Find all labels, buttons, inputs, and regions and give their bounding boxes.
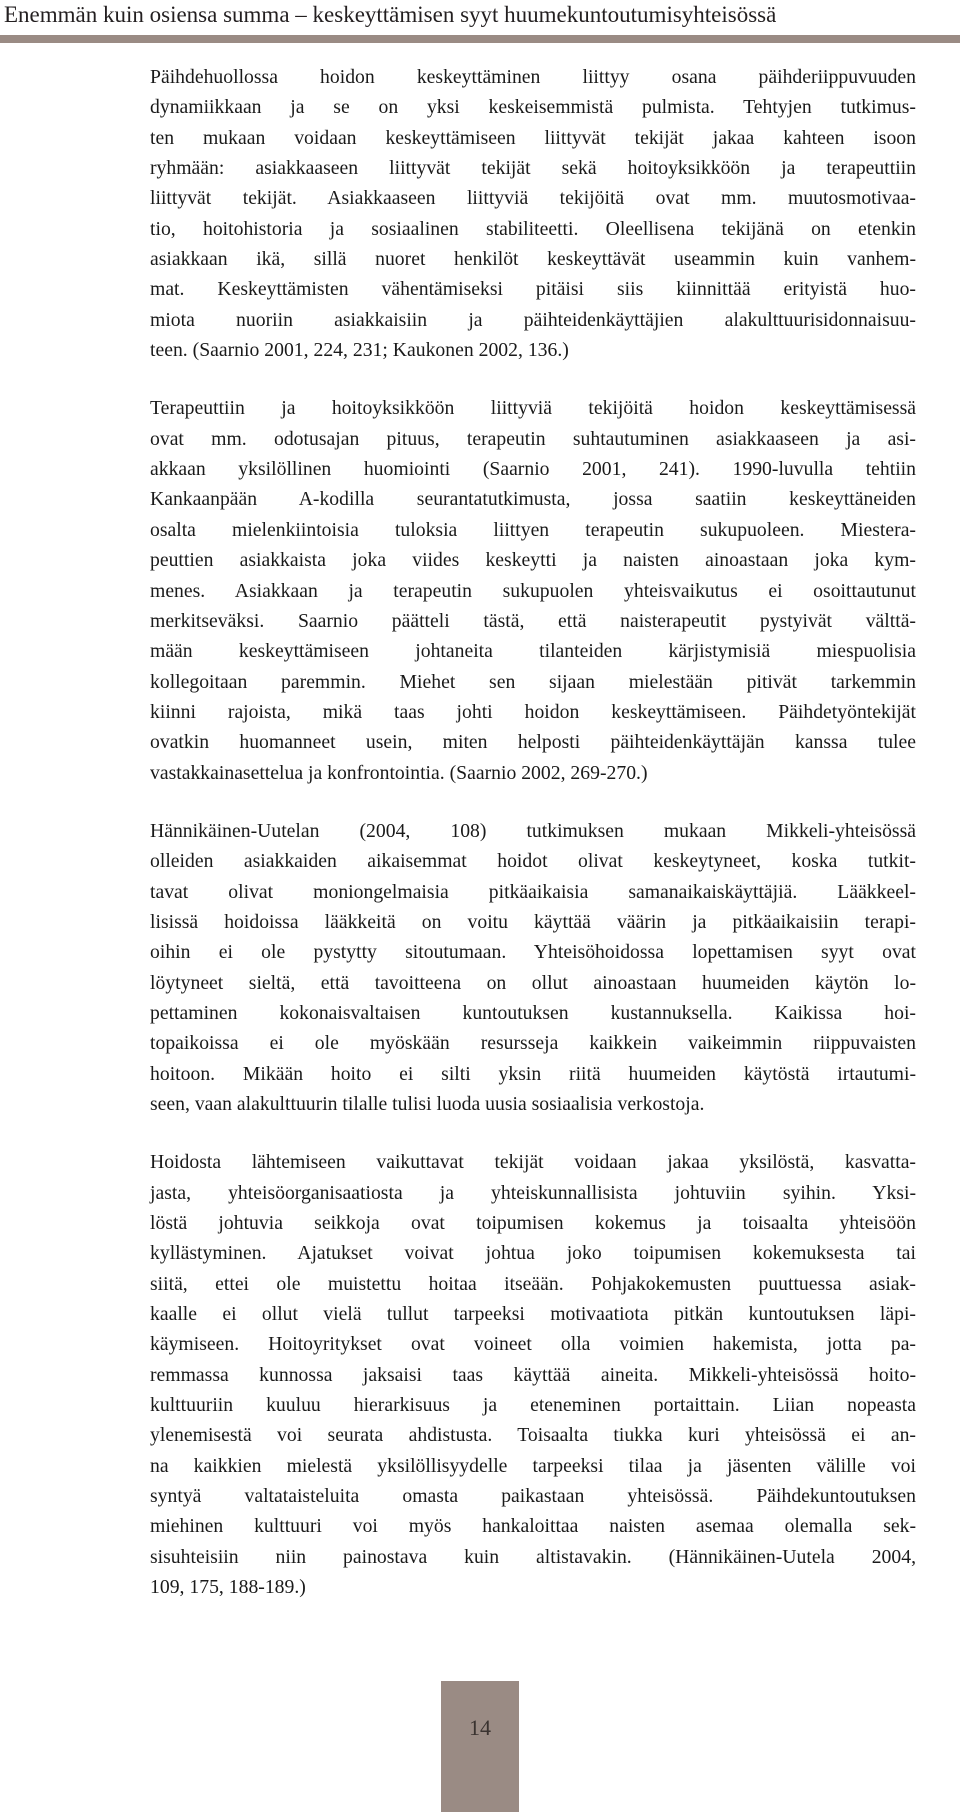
text-line: käymiseen. Hoitoyritykset ovat voineet olla voimien hakemista, jotta pa- (150, 1333, 916, 1356)
header-title: Enemmän kuin osiensa summa – keskeyttämisen syyt huumekuntoutumisyhteisössä (4, 2, 777, 27)
text-line: tavat olivat moniongelmaisia pitkäaikaisia samanaikaiskäyttäjiä. Lääkkeel- (150, 880, 916, 903)
text-line: remmassa kunnossa jaksaisi taas käyttää aineita. Mikkeli-yhteisössä hoito- (150, 1363, 916, 1386)
text-line: ten mukaan voidaan keskeyttämiseen liittyvät tekijät jakaa kahteen isoon (150, 126, 916, 149)
paragraph (150, 393, 916, 787)
text-line: osalta mielenkiintoisia tuloksia liittyen terapeutin sukupuoleen. Miestera- (150, 518, 916, 541)
text-line: oihin ei ole pystytty sitoutumaan. Yhteisöhoidossa lopettamisen syyt ovat (150, 941, 916, 964)
text-line: Hännikäinen-Uutelan (2004, 108) tutkimuksen mukaan Mikkeli-yhteisössä (150, 819, 916, 842)
text-line: kollegoitaan paremmin. Miehet sen sijaan mielestään pitivät tarkemmin (150, 670, 916, 693)
text-line: löytyneet sieltä, että tavoitteena on ollut ainoastaan huumeiden käytön lo- (150, 971, 916, 994)
text-line: syntyä valtataisteluita omasta paikastaan yhteisössä. Päihdekuntoutuksen (150, 1485, 916, 1508)
text-line: löstä johtuvia seikkoja ovat toipumisen kokemus ja toisaalta yhteisöön (150, 1212, 916, 1235)
text-line: vastakkainasettelua ja konfrontointia. (Saarnio 2002, 269-270.) (150, 761, 648, 784)
text-line: jasta, yhteisöorganisaatiosta ja yhteiskunnallisista johtuviin syihin. Yksi- (150, 1181, 916, 1204)
text-line: olleiden asiakkaiden aikaisemmat hoidot olivat keskeytyneet, koska tutkit- (150, 850, 916, 873)
text-line: merkitseväksi. Saarnio päätteli tästä, että naisterapeutit pystyivät välttä- (150, 609, 916, 632)
text-line: menes. Asiakkaan ja terapeutin sukupuolen yhteisvaikutus ei osoittautunut (150, 579, 916, 602)
text-line: Hoidosta lähtemiseen vaikuttavat tekijät voidaan jakaa yksilöstä, kasvatta- (150, 1151, 916, 1174)
running-header (0, 0, 960, 38)
page-number-box (441, 1681, 519, 1812)
text-line: kaalle ei ollut vielä tullut tarpeeksi motivaatiota pitkän kuntoutuksen läpi- (150, 1303, 916, 1326)
text-line: mat. Keskeyttämisten vähentämiseksi pitäisi siis kiinnittää erityistä huo- (150, 278, 916, 301)
text-line: asiakkaan ikä, sillä nuoret henkilöt keskeyttävät useammin kuin vanhem- (150, 248, 916, 271)
text-line: topaikoissa ei ole myöskään resursseja kaikkein vaikeimmin riippuvaisten (150, 1032, 916, 1055)
text-line: sisuhteisiin niin painostava kuin altistavakin. (Hännikäinen-Uutela 2004, (150, 1545, 916, 1568)
text-line: seen, vaan alakulttuurin tilalle tulisi luoda uusia sosiaalisia verkostoja. (150, 1093, 705, 1115)
text-line: lisissä hoidoissa lääkkeitä on voitu käyttää väärin ja pitkäaikaisiin terapi- (150, 910, 916, 933)
text-line: pettaminen kokonaisvaltaisen kuntoutuksen kustannuksella. Kaikissa hoi- (150, 1001, 916, 1024)
text-line: kulttuuriin kuuluu hierarkisuus ja eteneminen portaittain. Liian nopeasta (150, 1394, 916, 1417)
paragraph (150, 1147, 916, 1602)
text-line: ovatkin huomanneet usein, miten helposti päihteidenkäyttäjän kanssa tulee (150, 731, 916, 754)
paragraph (150, 62, 916, 365)
text-line: ovat mm. odotusajan pituus, terapeutin suhtautuminen asiakkaaseen ja asi- (150, 427, 916, 450)
text-line: dynamiikkaan ja se on yksi keskeisemmistä pulmista. Tehtyjen tutkimus- (150, 96, 916, 119)
body-text (150, 62, 916, 1631)
text-line: Kankaanpään A-kodilla seurantatutkimusta, jossa saatiin keskeyttäneiden (150, 488, 916, 511)
text-line: miota nuoriin asiakkaisiin ja päihteidenkäyttäjien alakulttuurisidonnaisuu- (150, 308, 916, 331)
page-number: 14 (469, 1715, 491, 1740)
text-line: siitä, ettei ole muistettu hoitaa itseään. Pohjakokemusten puuttuessa asiak- (150, 1272, 916, 1295)
text-line: kyllästyminen. Ajatukset voivat johtua joko toipumisen kokemuksesta tai (150, 1242, 916, 1265)
text-line: mään keskeyttämiseen johtaneita tilanteiden kärjistymisiä miespuolisia (150, 640, 916, 663)
text-line: miehinen kulttuuri voi myös hankaloittaa naisten asemaa olemalla sek- (150, 1515, 916, 1538)
text-line: hoitoon. Mikään hoito ei silti yksin riitä huumeiden käytöstä irtautumi- (150, 1062, 916, 1085)
text-line: ryhmään: asiakkaaseen liittyvät tekijät sekä hoitoyksikköön ja terapeuttiin (150, 157, 916, 180)
text-line: liittyvät tekijät. Asiakkaaseen liittyviä tekijöitä ovat mm. muutosmotivaa- (150, 187, 916, 210)
text-line: Päihdehuollossa hoidon keskeyttäminen liittyy osana päihderiippuvuuden (150, 66, 916, 88)
text-line: peuttien asiakkaista joka viides keskeytti ja naisten ainoastaan joka kym- (150, 549, 916, 572)
text-line: kiinni rajoista, mikä taas johti hoidon keskeyttämiseen. Päihdetyöntekijät (150, 700, 916, 723)
text-line: Terapeuttiin ja hoitoyksikköön liittyviä tekijöitä hoidon keskeyttämisessä (150, 397, 916, 420)
header-rule (0, 35, 960, 43)
text-line: akkaan yksilöllinen huomiointi (Saarnio 2001, 241). 1990-luvulla tehtiin (150, 458, 916, 481)
text-line: na kaikkien mielestä yksilöllisyydelle tarpeeksi tilaa ja jäsenten välille voi (150, 1454, 916, 1477)
text-line: tio, hoitohistoria ja sosiaalinen stabiliteetti. Oleellisena tekijänä on etenkin (150, 217, 916, 240)
text-line: 109, 175, 188-189.) (150, 1576, 306, 1599)
text-line: teen. (Saarnio 2001, 224, 231; Kaukonen 2002, 136.) (150, 339, 569, 362)
paragraph (150, 816, 916, 1119)
text-line: ylenemisestä voi seurata ahdistusta. Toisaalta tiukka kuri yhteisössä ei an- (150, 1424, 916, 1447)
